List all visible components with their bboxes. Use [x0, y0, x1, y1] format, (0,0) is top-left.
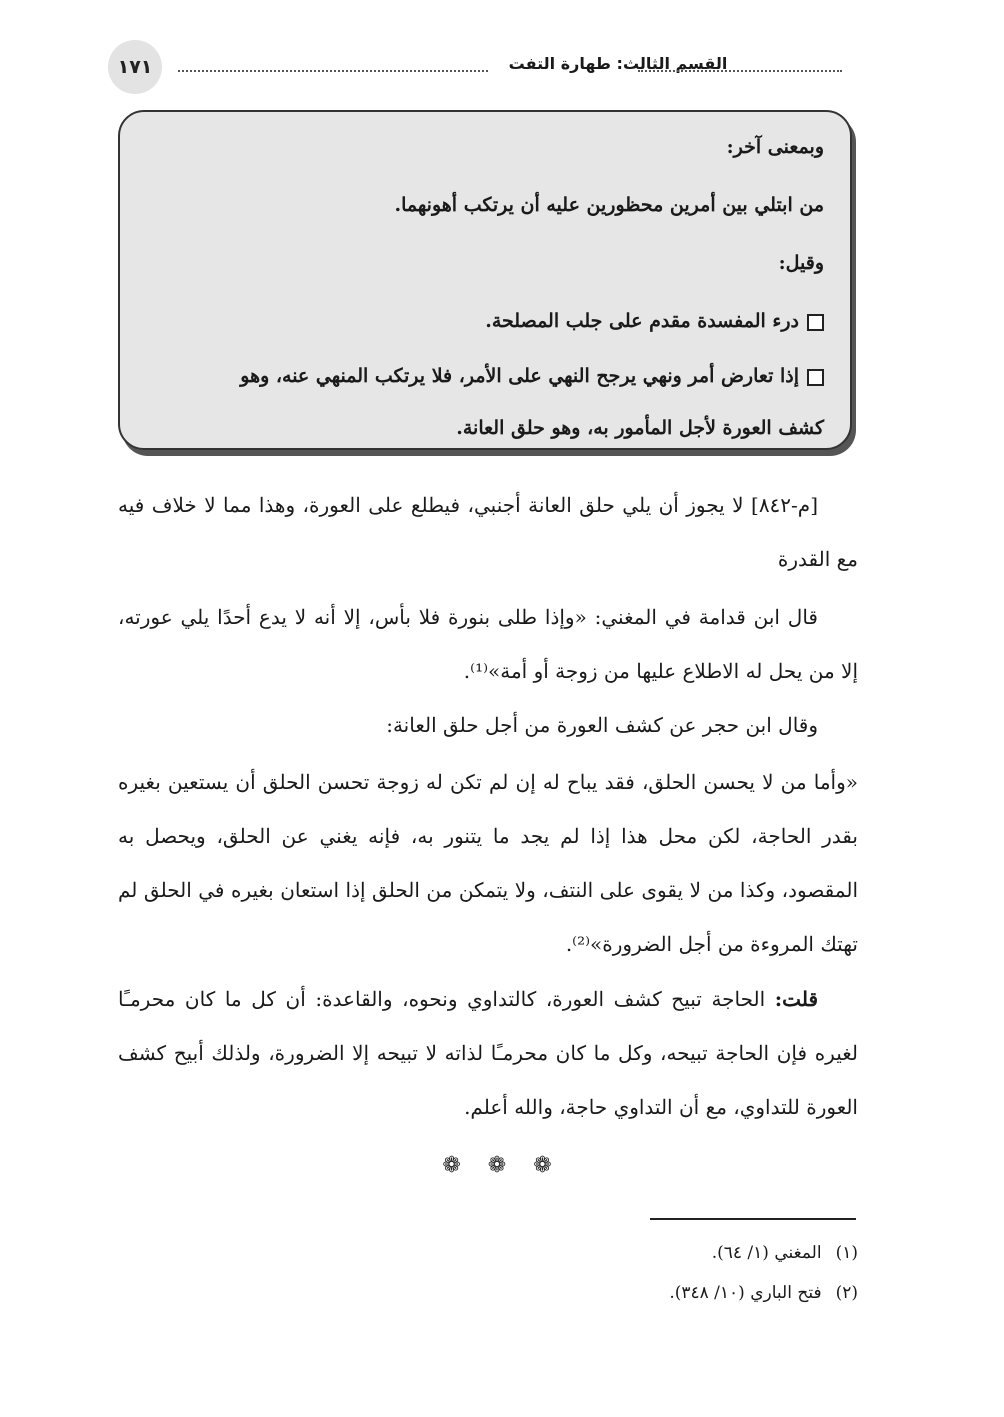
header-dots-left — [178, 70, 488, 72]
checkbox-icon — [807, 369, 824, 386]
paragraph-5-rest: الحاجة تبيح كشف العورة، كالتداوي ونحوه، والقاعدة: أن كل ما كان محرمـًا لغيره فإن الحاجة تبيحه، وكل ما كان محرمـًا لذاته لا تبيحه إلا الضرورة، ولذلك أبيح كشف العورة للتداوي، مع أن التداوي حاجة، والله أعلم. — [118, 987, 858, 1119]
box-bullet-2-text-a: إذا تعارض أمر ونهي يرجح النهي على الأمر، فلا يرتكب المنهي عنه، وهو — [240, 365, 799, 387]
box-line-2: من ابتلي بين أمرين محظورين عليه أن يرتكب أهونهما. — [394, 194, 824, 216]
paragraph-5-lead: قلت: — [774, 987, 818, 1011]
paragraph-1-block — [118, 478, 858, 586]
box-line-3: وقيل: — [778, 252, 824, 274]
header-dots-right — [638, 70, 842, 72]
footnote-1-number: (١) — [835, 1243, 858, 1263]
box-bullet-2-continuation: كشف العورة لأجل المأمور به، وهو حلق العانة. — [456, 417, 824, 439]
box-bullet-1 — [134, 292, 824, 350]
footnote-1 — [500, 1233, 858, 1273]
section-separator: ❁ ❁ ❁ — [442, 1153, 562, 1178]
rule-box — [118, 110, 852, 450]
box-line-1: وبمعنى آخر: — [726, 136, 824, 158]
paragraph-4-block — [118, 755, 858, 971]
footnote-1-text: المغني (١/ ٦٤). — [711, 1243, 822, 1263]
page-number: ١٧١ — [108, 40, 162, 94]
paragraph-1: [م-٨٤٢] لا يجوز أن يلي حلق العانة أجنبي، فيطلع على العورة، وهذا مما لا خلاف فيه مع القدرة — [118, 493, 858, 571]
paragraph-3-block — [118, 698, 858, 752]
box-bullet-1-text: درء المفسدة مقدم على جلب المصلحة. — [485, 310, 799, 332]
box-bullet-2 — [134, 350, 824, 402]
paragraph-5 — [118, 972, 858, 1134]
footnote-2-text: فتح الباري (١٠/ ٣٤٨). — [669, 1283, 822, 1303]
paragraph-4-quote: «وأما من لا يحسن الحلق، فقد يباح له إن لم تكن له زوجة تحسن الحلق أن يستعين بغيره بقدر الحاجة، لكن محل هذا إذا لم يجد ما يتنور به، فإنه يغني عن الحلق، ويحصل به المقصود، وكذا من لا يقوى على النتف، ولا يتمكن من الحلق إذا استعان بغيره في الحلق لم تهتك المروءة من أجل الضرورة»⁽²⁾. — [118, 770, 858, 956]
footnotes — [500, 1233, 858, 1313]
footnote-2 — [500, 1273, 858, 1313]
page-header — [108, 40, 860, 92]
paragraph-2-block — [118, 590, 858, 698]
paragraph-3: وقال ابن حجر عن كشف العورة من أجل حلق العانة: — [386, 713, 818, 737]
paragraph-5-block — [118, 972, 858, 1134]
checkbox-icon — [807, 314, 824, 331]
paragraph-2: قال ابن قدامة في المغني: «وإذا طلى بنورة فلا بأس، إلا أنه لا يدع أحدًا يلي عورته، إلا من يحل له الاطلاع عليها من زوجة أو أمة»⁽¹⁾. — [118, 605, 858, 683]
footnote-rule — [650, 1218, 856, 1220]
chapter-title: القسم الثالث: طهارة التفت — [508, 54, 728, 73]
footnote-2-number: (٢) — [835, 1283, 858, 1303]
